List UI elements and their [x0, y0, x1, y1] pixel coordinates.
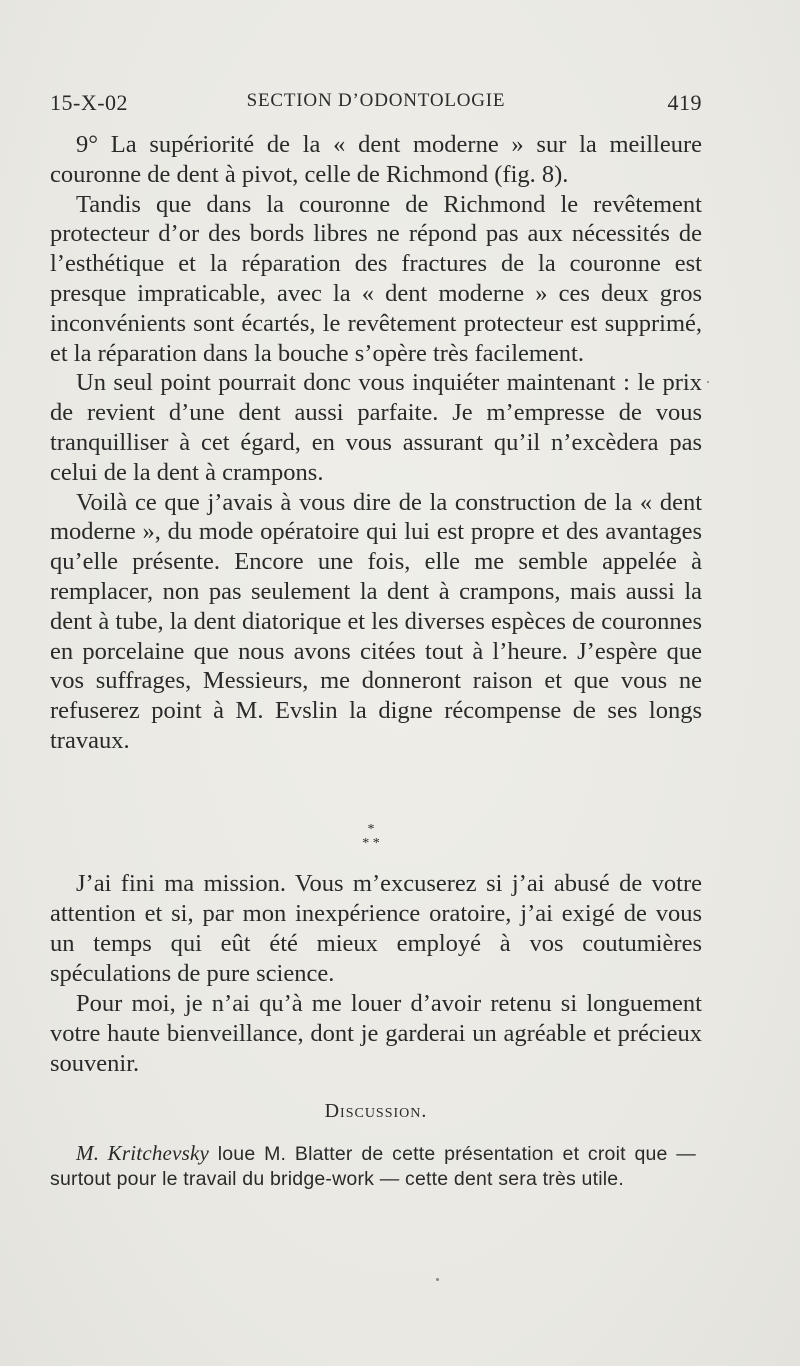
page-number: 419 [667, 90, 702, 115]
discussion-remark: loue M. Blatter de cette présentation et croit que — surtout pour le travail du bridge-work — cette dent sera très utile. [50, 1143, 697, 1190]
main-text [50, 130, 702, 756]
paragraph-richmond-comparison: Tandis que dans la couronne de Richmond le revêtement protecteur d’or des bords libres ne répond pas aux nécessités de l’esthétique et la réparation des fractures de la couronne est presque impraticable, avec la « dent moderne » ces deux gros inconvénients sont écartés, le revêtement protecteur est supprimé, et la réparation dans la bouche s’opère très facilement. [50, 190, 702, 367]
separator-stars-bottom: * * [362, 836, 380, 851]
discussion-text [50, 1141, 696, 1192]
paragraph-conclusion: Voilà ce que j’avais à vous dire de la construction de la « dent moderne », du mode opératoire qui lui est propre et des avantages qu’elle présente. Encore une fois, elle me semble appelée à remplacer, non pas seulement la dent à crampons, mais aussi la dent à tube, la dent diatorique et les diverses espèces de couronnes en porcelaine que nous avons citées tout à l’heure. J’espère que vos suffrages, Messieurs, me donneront raison et que vous ne refuserez point à M. Evslin la digne récompense de ses longs travaux. [50, 488, 702, 754]
paragraph-price: Un seul point pourrait donc vous inquiéter maintenant : le prix de revient d’une dent aussi parfaite. Je m’empresse de vous tranquilliser à cet égard, en vous assurant qu’il n’excèdera pas celui de la dent à crampons. [50, 369, 702, 486]
paragraph-mission: J’ai fini ma mission. Vous m’excuserez si j’ai abusé de votre attention et si, par mon inexpérience oratoire, j’ai exigé de vous un temps qui eût été mieux employé à vos coutumières spéculations de pure science. [50, 870, 702, 987]
discussion-speaker: M. Kritchevsky [76, 1141, 210, 1165]
paragraph-thanks: Pour moi, je n’ai qu’à me louer d’avoir retenu si longuement votre haute bienveillance, dont je garderai un agréable et précieux souvenir. [50, 990, 702, 1077]
paper-speck [436, 1278, 439, 1281]
closing-text [50, 869, 702, 1079]
running-header [50, 90, 702, 124]
paper-speck [707, 381, 709, 383]
separator-star-top: * [367, 822, 375, 837]
section-separator [346, 822, 396, 850]
header-section-title: SECTION D’ODONTOLOGIE [246, 90, 506, 111]
discussion-heading: Discussion. [324, 1100, 428, 1122]
paragraph-item-9: 9° La supériorité de la « dent moderne » sur la meilleure couronne de dent à pivot, celle de Richmond (fig. 8). [50, 131, 702, 188]
header-date: 15-X-02 [50, 90, 129, 115]
